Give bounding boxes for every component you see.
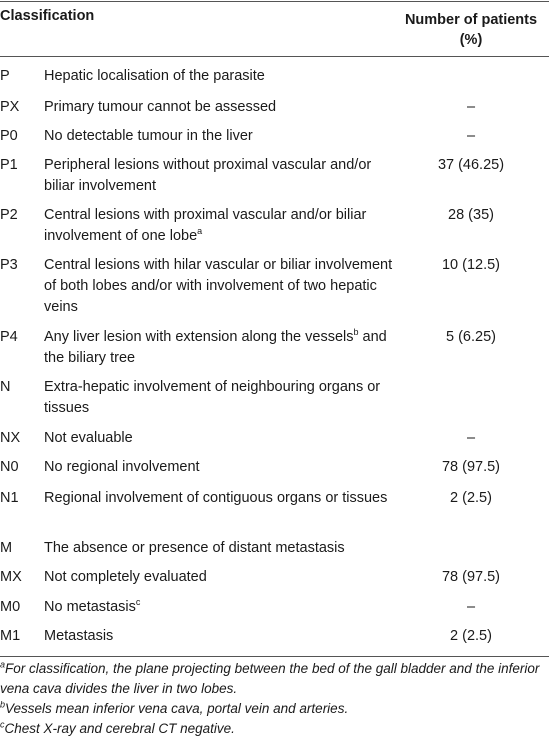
- row-value: 37 (46.25): [437, 157, 505, 173]
- footnote-mark: a: [0, 659, 6, 670]
- table-bottom-rule: [0, 656, 549, 657]
- row-code: PX: [0, 99, 20, 115]
- row-description-text: Extra-hepatic involvement of neighbouring organs or tissues: [44, 379, 381, 416]
- row-description: [44, 255, 394, 318]
- row-description-text: Not evaluable: [44, 430, 133, 446]
- row-description: [44, 567, 394, 588]
- row-description: [44, 428, 394, 449]
- footnote-a: [0, 659, 549, 699]
- row-description-text: Central lesions with proximal vascular and/or biliar involvement of one lobe: [44, 207, 367, 244]
- row-code: N0: [0, 459, 19, 475]
- row-code: M: [0, 540, 13, 556]
- row-value: –: [466, 128, 476, 144]
- row-value: –: [466, 99, 476, 115]
- row-code: P2: [0, 207, 18, 223]
- row-value: 78 (97.5): [441, 569, 501, 585]
- footnote-text: Vessels mean inferior vena cava, portal vein and arteries.: [5, 701, 349, 716]
- row-description: [44, 538, 394, 559]
- row-description: [44, 327, 394, 369]
- footnote-text: For classification, the plane projecting between the bed of the gall bladder and the inferior vena cava divides the liver in two lobes.: [0, 661, 540, 696]
- footnote-mark: b: [0, 699, 6, 710]
- row-description-text: Central lesions with hilar vascular or biliar involvement of both lobes and/or with involvement of two hepatic veins: [44, 257, 393, 315]
- row-description: [44, 626, 394, 647]
- row-description-text: No metastasis: [44, 599, 136, 615]
- row-description-text: Peripheral lesions without proximal vascular and/or biliar involvement: [44, 157, 372, 194]
- row-description: [44, 205, 394, 247]
- row-code: P4: [0, 329, 18, 345]
- row-description-text: Hepatic localisation of the parasite: [44, 68, 265, 84]
- row-description: [44, 457, 394, 478]
- footnote-marker: b: [353, 327, 359, 338]
- row-code: M1: [0, 628, 21, 644]
- row-code: MX: [0, 569, 22, 585]
- row-value: 5 (6.25): [446, 329, 496, 345]
- footnote-mark: c: [0, 719, 5, 730]
- table-top-rule: [0, 1, 549, 2]
- header-number-of-patients: Number of patients (%): [404, 12, 538, 48]
- row-code: P0: [0, 128, 18, 144]
- row-description-text: and the biliary tree: [44, 329, 387, 366]
- row-description: [44, 597, 394, 618]
- row-description-text: Any liver lesion with extension along the vessels: [44, 329, 354, 345]
- row-code: N1: [0, 490, 19, 506]
- row-description: [44, 155, 394, 197]
- row-description: [44, 488, 394, 509]
- row-description-text: No regional involvement: [44, 459, 200, 475]
- row-code: N: [0, 379, 11, 395]
- row-description-text: Primary tumour cannot be assessed: [44, 99, 277, 115]
- row-code: P1: [0, 157, 18, 173]
- row-description: [44, 66, 394, 87]
- row-description-text: Regional involvement of contiguous organs or tissues: [44, 490, 388, 506]
- row-value: 2 (2.5): [450, 628, 492, 644]
- footnote-c: [0, 719, 549, 739]
- row-value: –: [466, 430, 476, 446]
- row-value: 2 (2.5): [450, 490, 492, 506]
- row-description-text: Not completely evaluated: [44, 569, 207, 585]
- row-description: [44, 126, 394, 147]
- row-value: –: [466, 599, 476, 615]
- header-rule: [0, 56, 549, 57]
- footnotes: [0, 659, 549, 739]
- footnote-b: [0, 699, 549, 719]
- row-description: [44, 377, 394, 419]
- footnote-marker: c: [135, 597, 141, 608]
- row-value: 78 (97.5): [441, 459, 501, 475]
- row-description-text: Metastasis: [44, 628, 114, 644]
- row-description-text: No detectable tumour in the liver: [44, 128, 253, 144]
- row-code: NX: [0, 430, 21, 446]
- row-value: 10 (12.5): [441, 257, 501, 273]
- footnote-text: Chest X-ray and cerebral CT negative.: [4, 721, 235, 736]
- row-value: 28 (35): [448, 207, 494, 223]
- row-description: [44, 97, 394, 118]
- header-classification: Classification: [0, 8, 95, 24]
- footnote-marker: a: [197, 226, 203, 237]
- row-code: M0: [0, 599, 21, 615]
- row-code: P3: [0, 257, 18, 273]
- row-code: P: [0, 68, 10, 84]
- row-description-text: The absence or presence of distant metastasis: [44, 540, 345, 556]
